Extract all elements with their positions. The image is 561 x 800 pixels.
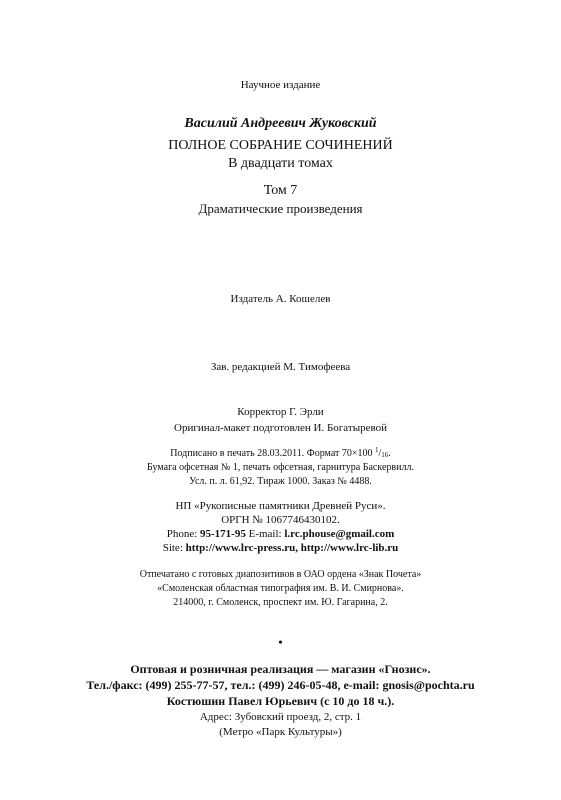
volume-title: Драматические произведения [198, 201, 363, 216]
email-label: E-mail: [245, 528, 285, 540]
corrector-line: Корректор Г. Эрли [237, 406, 324, 418]
signed-line [0, 446, 561, 459]
work-subtitle: В двадцати томах [228, 156, 333, 171]
sales-line-1: Оптовая и розничная реализация — магазин «Гнозис». [130, 662, 431, 676]
site-label: Site: [162, 542, 186, 554]
org-ogrn: ОРГН № 1067746430102. [221, 514, 340, 526]
contact-line [0, 529, 561, 540]
volume-number: Том 7 [263, 183, 298, 198]
signed-prefix: Подписано в печать 28.03.2011. Формат 70×100 [170, 448, 376, 459]
work-title: ПОЛНОЕ СОБРАНИЕ СОЧИНЕНИЙ [168, 138, 393, 153]
signed-suffix: . [388, 448, 391, 459]
head-editor-line: Зав. редакцией М. Тимофеева [210, 361, 351, 373]
phone-number: 95-171-95 [200, 528, 246, 540]
publisher-line: Издатель А. Кошелев [230, 293, 331, 305]
email-link[interactable]: l.rc.phouse@gmail.com [284, 528, 395, 540]
format-separator: / [378, 448, 382, 459]
sales-line-2: Тел./факс: (499) 255-77-57, тел.: (499) 246-05-48, e-mail: gnosis@pochta.ru [86, 678, 475, 692]
author-name: Василий Андреевич Жуковский [184, 116, 377, 131]
format-numerator: 1 [375, 446, 379, 454]
site-line [0, 543, 561, 554]
layout-line: Оригинал-макет подготовлен И. Богатыревой [174, 422, 387, 434]
printer-line-3: 214000, г. Смоленск, проспект им. Ю. Гагарина, 2. [173, 597, 388, 608]
edition-label: Научное издание [240, 79, 321, 91]
divider-bullet: • [278, 635, 283, 649]
paper-line: Бумага офсетная № 1, печать офсетная, гарнитура Баскервилл. [147, 462, 414, 473]
format-denominator: 16 [381, 451, 389, 459]
sales-line-3: Костюшин Павел Юрьевич (с 10 до 18 ч.). [166, 694, 395, 708]
sheets-line: Усл. п. л. 61,92. Тираж 1000. Заказ № 4488. [189, 476, 372, 487]
printer-line-1: Отпечатано с готовых диапозитивов в ОАО ордена «Знак Почета» [139, 569, 422, 580]
sales-metro: (Метро «Парк Культуры») [219, 726, 342, 738]
site-links[interactable]: http://www.lrc-press.ru, http://www.lrc-lib.ru [185, 542, 399, 554]
format-fraction [375, 448, 388, 459]
org-name: НП «Рукописные памятники Древней Руси». [175, 500, 386, 512]
printer-line-2: «Смоленская областная типография им. В. И. Смирнова». [157, 583, 404, 594]
phone-label: Phone: [166, 528, 201, 540]
sales-address: Адрес: Зубовский проезд, 2, стр. 1 [199, 711, 362, 723]
